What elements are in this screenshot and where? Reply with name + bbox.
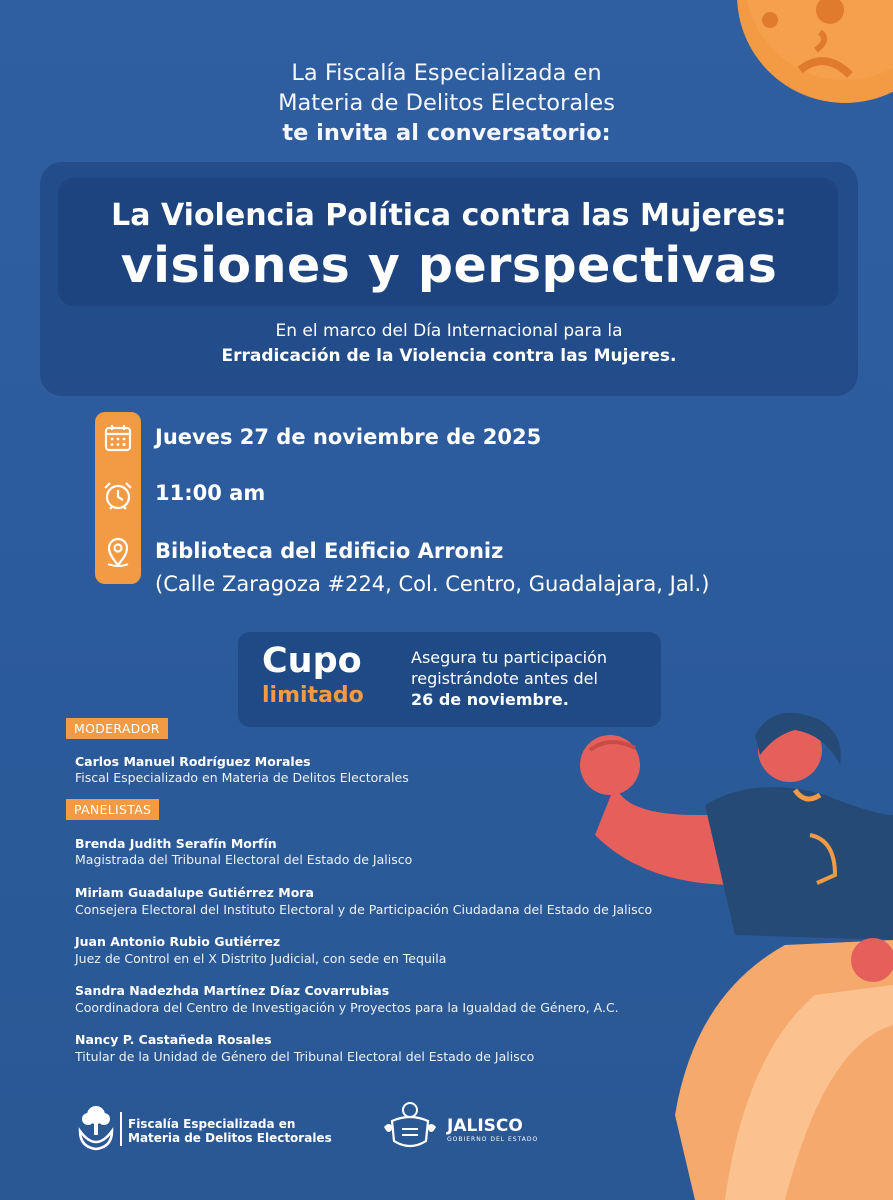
logo-divider <box>120 1112 122 1146</box>
moderator-tag: MODERADOR <box>66 718 168 739</box>
intro-text <box>0 58 893 148</box>
jalisco-coat-of-arms-icon <box>380 1101 440 1153</box>
panelist-role: Juez de Control en el X Distrito Judicial, con sede en Tequila <box>75 951 447 966</box>
panelist-name: Brenda Judith Serafín Morfín <box>75 836 277 851</box>
gobierno-del-estado-text: GOBIERNO DEL ESTADO <box>447 1136 539 1143</box>
fiscalia-line-1: Fiscalía Especializada en <box>128 1117 296 1131</box>
panelist-role: Titular de la Unidad de Género del Tribunal Electoral del Estado de Jalisco <box>75 1049 535 1064</box>
calendar-icon <box>100 420 136 456</box>
moderator-role: Fiscal Especializado en Materia de Delitos Electorales <box>75 770 409 785</box>
intro-line-1: La Fiscalía Especializada en <box>291 60 602 86</box>
capacity-limitado: limitado <box>262 683 364 708</box>
fiscalia-logo-icon <box>76 1103 116 1153</box>
panelist-role: Coordinadora del Centro de Investigación y Proyectos para la Igualdad de Género, A.C. <box>75 1000 619 1015</box>
event-subtitle <box>40 319 858 369</box>
event-date: Jueves 27 de noviembre de 2025 <box>155 425 542 449</box>
event-time: 11:00 am <box>155 481 266 505</box>
panelist-role: Magistrada del Tribunal Electoral del Estado de Jalisco <box>75 852 413 867</box>
event-title-line-1: La Violencia Política contra las Mujeres: <box>111 198 787 233</box>
intro-line-2: Materia de Delitos Electorales <box>278 90 615 116</box>
panelist-name: Juan Antonio Rubio Gutiérrez <box>75 934 281 949</box>
subtitle-line-1: En el marco del Día Internacional para la <box>275 321 623 341</box>
panelist-role: Consejera Electoral del Instituto Electoral y de Participación Ciudadana del Estado de Jalisco <box>75 902 653 917</box>
subtitle-line-2: Erradicación de la Violencia contra las Mujeres. <box>221 346 677 366</box>
registration-line-1: Asegura tu participación <box>411 648 608 667</box>
panelist-name: Miriam Guadalupe Gutiérrez Mora <box>75 885 314 900</box>
panelist-name: Sandra Nadezhda Martínez Díaz Covarrubias <box>75 983 390 998</box>
jalisco-logo-text: JALISCO <box>447 1116 523 1136</box>
location-pin-icon <box>100 534 136 570</box>
event-address: (Calle Zaragoza #224, Col. Centro, Guadalajara, Jal.) <box>155 572 710 596</box>
panelist-name: Nancy P. Castañeda Rosales <box>75 1032 272 1047</box>
fiscalia-line-2: Materia de Delitos Electorales <box>128 1131 332 1145</box>
event-title-line-2: visiones y perspectivas <box>120 237 778 294</box>
woman-raised-fist-illustration <box>555 695 893 1200</box>
moderator-name: Carlos Manuel Rodríguez Morales <box>75 754 311 769</box>
alarm-clock-icon <box>100 478 136 514</box>
event-venue: Biblioteca del Edificio Arroniz <box>155 539 504 563</box>
registration-line-2: registrándote antes del <box>411 669 598 688</box>
intro-line-3: te invita al conversatorio: <box>282 120 611 146</box>
panelists-tag: PANELISTAS <box>66 799 159 820</box>
registration-deadline: 26 de noviembre. <box>411 690 569 709</box>
capacity-cupo: Cupo <box>262 641 362 681</box>
fiscalia-logo-text <box>128 1117 332 1145</box>
